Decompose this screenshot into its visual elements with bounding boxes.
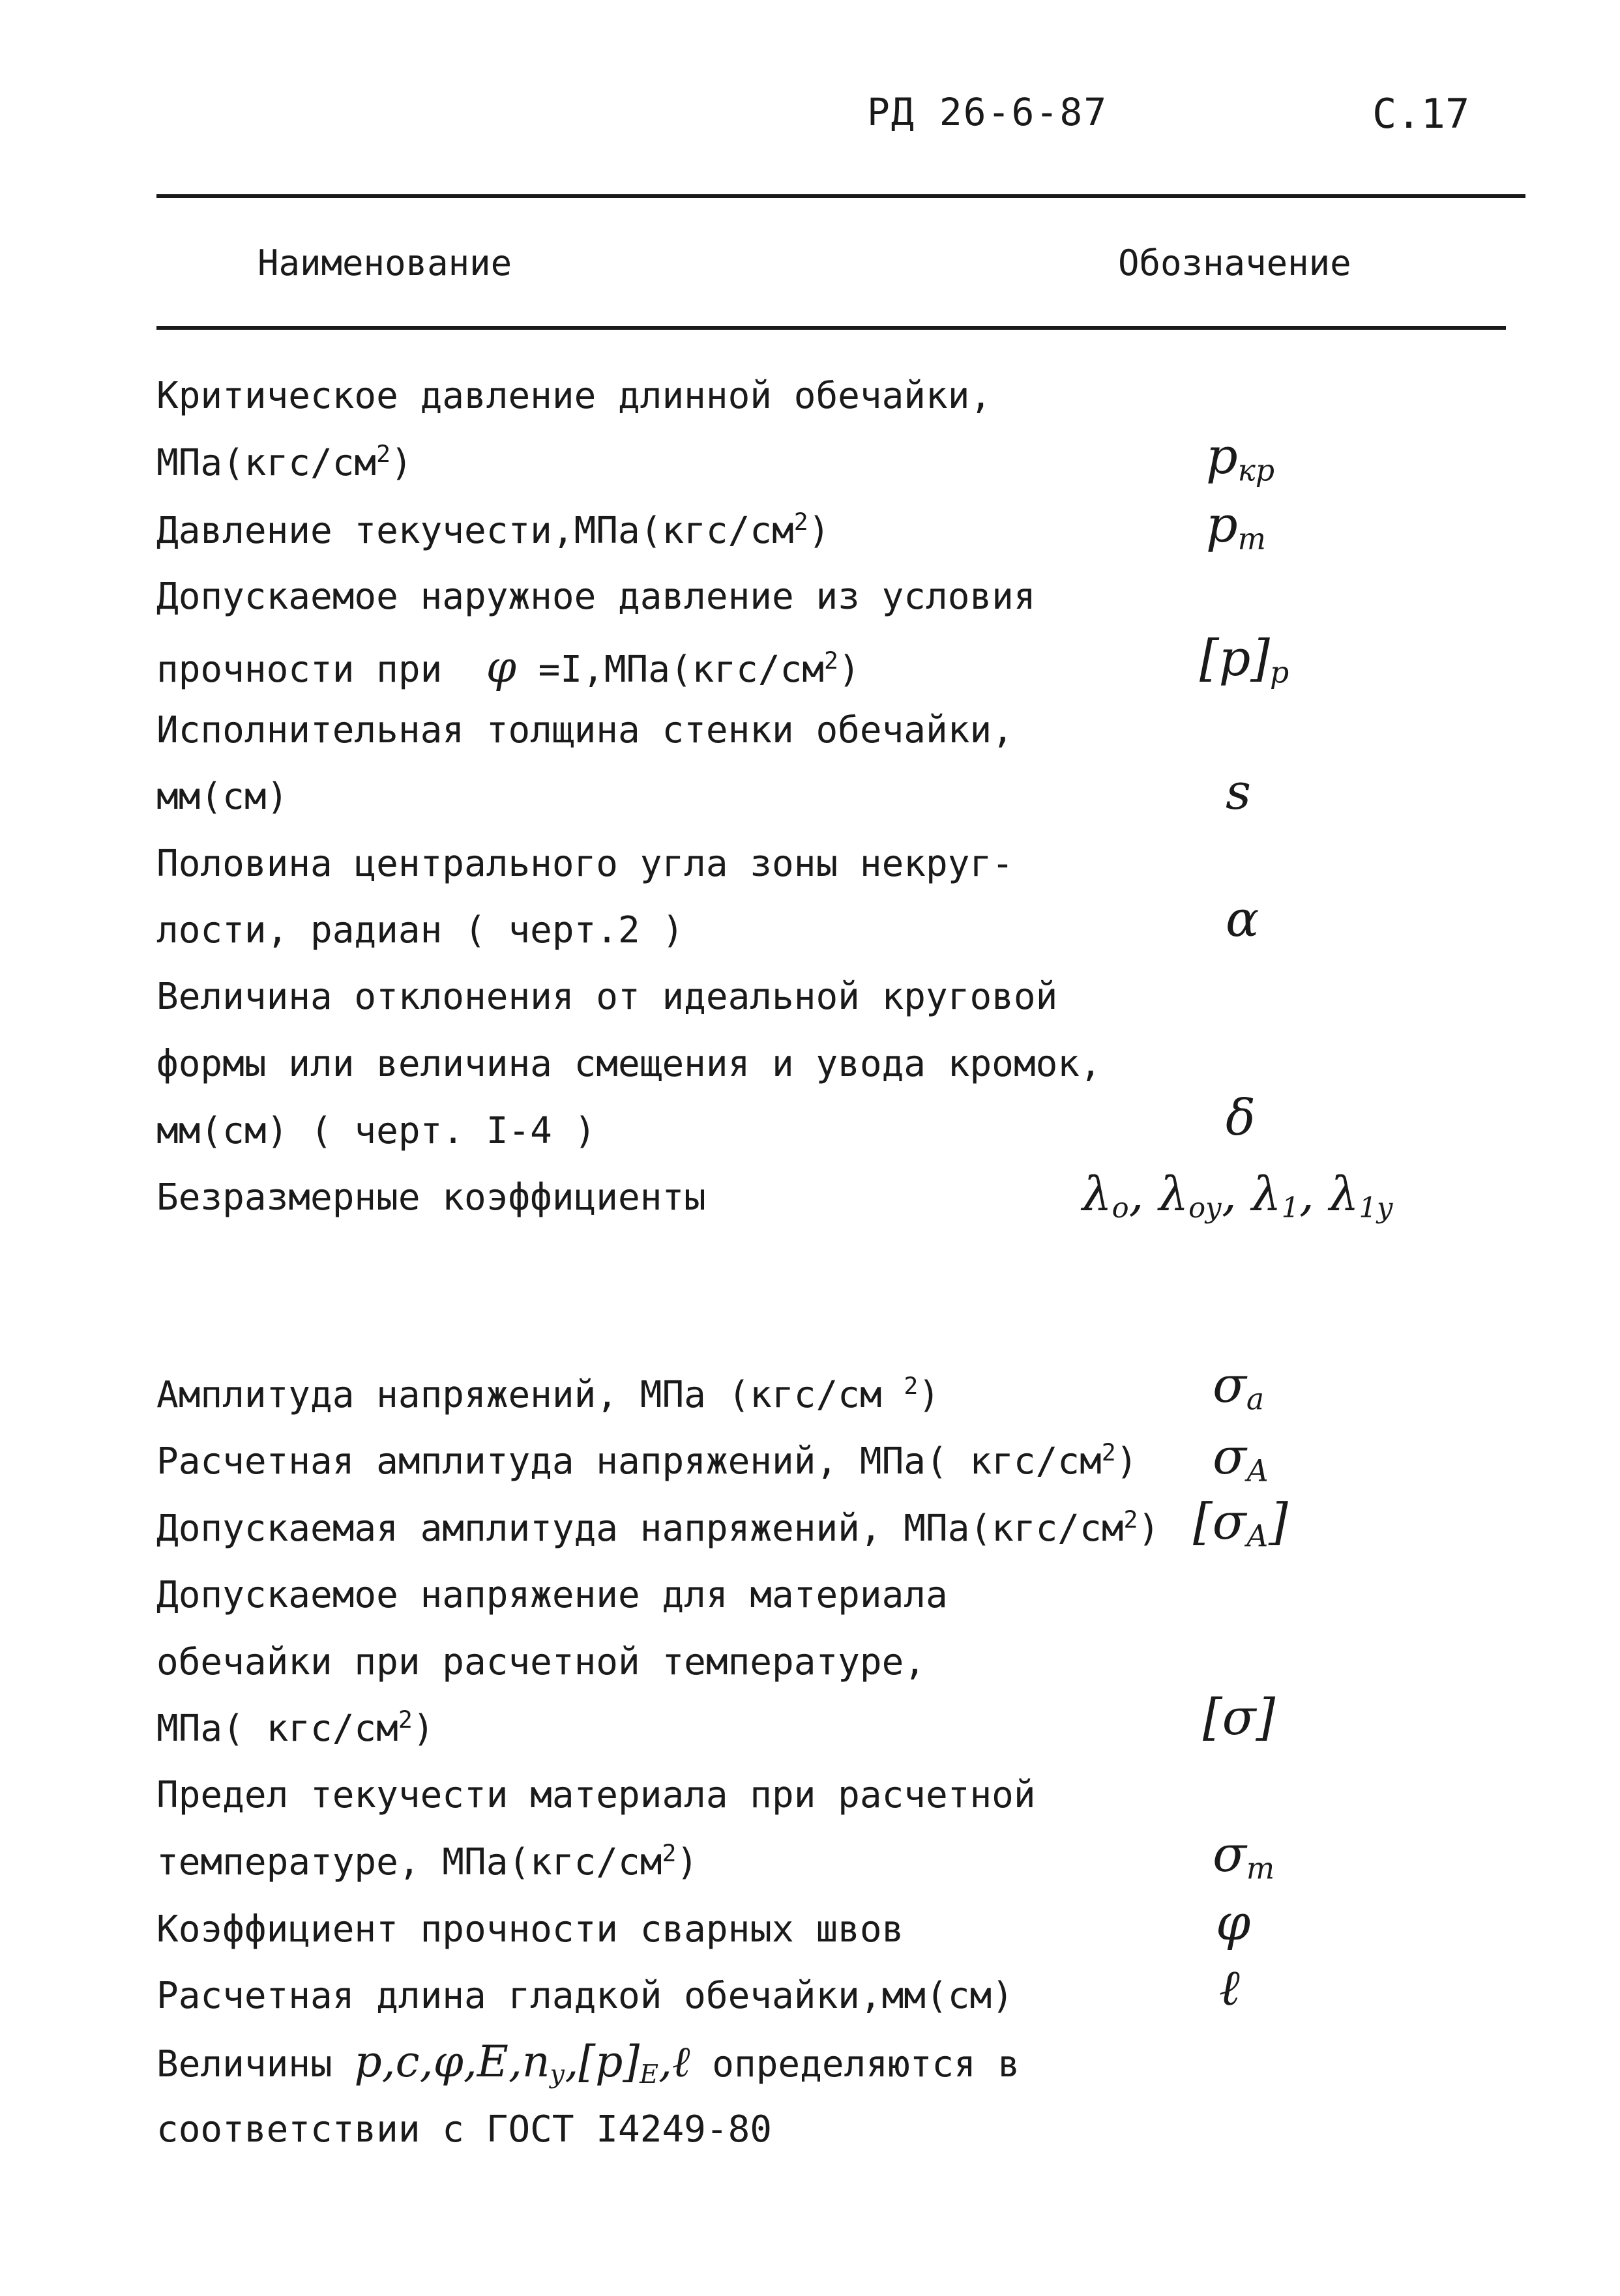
symbol-sigma-t: $\sigma_т$ xyxy=(1213,1825,1275,1886)
row-text: Половина центрального угла зоны некруг- xyxy=(156,843,1014,885)
symbol-l: ℓ xyxy=(1219,1958,1240,2016)
symbol-alpha: α xyxy=(1226,890,1259,948)
row-text: мм(см) xyxy=(156,776,289,818)
header-rule-top xyxy=(156,194,1525,198)
symbol-sigma-A-allowed: $[\sigma_А]$ xyxy=(1193,1492,1288,1554)
symbol-sigma-a: $\sigma_а$ xyxy=(1213,1356,1265,1417)
footer-symbols: $p,c,\varphi,E,n_у,[p]_E,\ell$ xyxy=(354,2037,690,2089)
row-text: Допускаемое напряжение для материала xyxy=(156,1574,948,1616)
symbol-phi: φ xyxy=(1216,1893,1251,1951)
row-text: Предел текучести материала при расчетной xyxy=(156,1774,1036,1816)
header-rule-bottom xyxy=(156,326,1506,330)
symbol-p-p: $[p]_р$ xyxy=(1200,629,1289,690)
row-text: Критическое давление длинной обечайки, xyxy=(156,375,992,417)
symbol-sigma-allowed: [σ] xyxy=(1203,1688,1276,1746)
row-text: Величина отклонения от идеальной круговой xyxy=(156,976,1058,1018)
row-text: $МПа(кгс/см^2)$ xyxy=(156,439,413,484)
symbol-s: s xyxy=(1226,763,1252,821)
row-text: Допускаемая амплитуда напряжений, $МПа(кгс/см^2)$ xyxy=(156,1505,1160,1550)
row-text: Безразмерные коэффициенты xyxy=(156,1176,706,1219)
row-text: прочности при $\varphi =I,МПа(кгс/см^2)$ xyxy=(156,642,861,692)
row-text: формы или величина смещения и увода кромок, xyxy=(156,1043,1102,1085)
row-text: Расчетная амплитуда напряжений, МПа( кгс/$см^2$) xyxy=(156,1438,1138,1483)
symbol-delta: δ xyxy=(1226,1088,1256,1146)
row-text: Коэффициент прочности сварных швов xyxy=(156,1908,904,1951)
row-text: МПа( кгс/$см^2$) xyxy=(156,1705,435,1750)
column-header-symbol: Обозначение xyxy=(1118,242,1351,283)
row-text: Исполнительная толщина стенки обечайки, xyxy=(156,709,1014,751)
row-text: обечайки при расчетной температуре, xyxy=(156,1641,926,1683)
phi-symbol: φ xyxy=(486,642,516,692)
row-text: Расчетная длина гладкой обечайки,мм(см) xyxy=(156,1975,1014,2017)
row-text: мм(см) ( черт. I-4 ) xyxy=(156,1110,596,1152)
page-number: С.17 xyxy=(1372,90,1470,138)
row-text: Допускаемое наружное давление из условия xyxy=(156,575,1036,618)
column-header-name: Наименование xyxy=(258,242,512,283)
row-text: Амплитуда напряжений, МПа (кгс/см $^2$) xyxy=(156,1371,940,1416)
symbol-lambdas: $\lambda_о$, $\lambda_{оу}$, $\lambda_1$, $\lambda_{1у}$ xyxy=(1082,1167,1393,1225)
symbol-sigma-A: $\sigma_А$ xyxy=(1213,1427,1269,1489)
symbol-p-kr: $p_{кр}$ xyxy=(1206,427,1275,488)
document-code: РД 26-6-87 xyxy=(867,90,1108,134)
row-text: лости, радиан ( черт.2 ) xyxy=(156,909,685,952)
footer-text: Величины $p,c,\varphi,E,n_у,[p]_E,\ell$ определяются в xyxy=(156,2037,1020,2089)
row-text: Давление $текучести,МПа(кгс/см^2)$ xyxy=(156,507,831,552)
footer-text: соответствии с ГОСТ I4249-80 xyxy=(156,2108,773,2151)
symbol-p-t: $p_т$ xyxy=(1206,495,1266,557)
row-text: температуре, $МПа(кгс/см^2)$ xyxy=(156,1838,699,1883)
